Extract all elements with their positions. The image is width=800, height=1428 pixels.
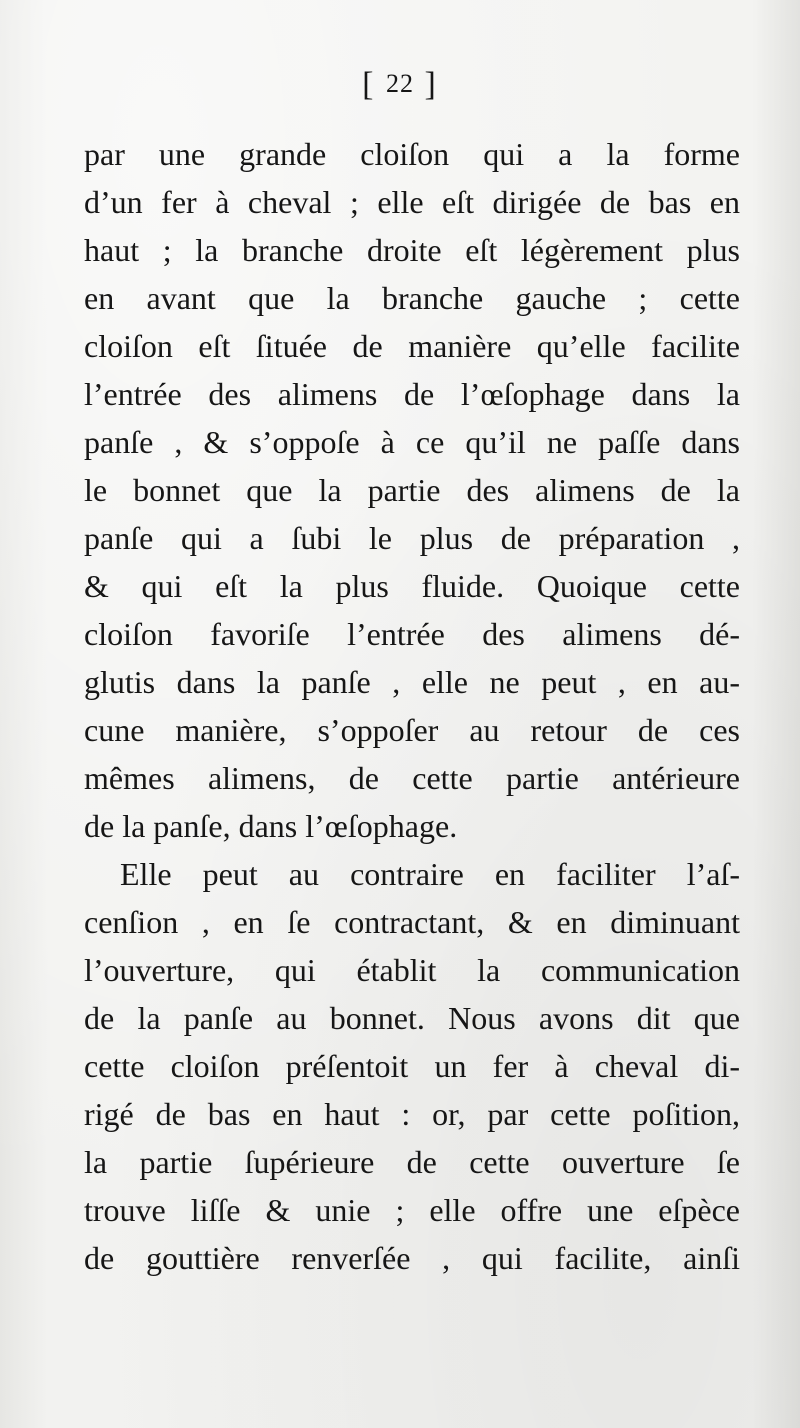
text-line: le bonnet que la partie des alimens de la: [84, 472, 740, 508]
body-text: [84, 130, 740, 1282]
text-line: cloiſon eſt ſituée de manière qu’elle facilite: [84, 328, 740, 364]
text-line: trouve liſſe & unie ; elle offre une eſpèce: [84, 1192, 740, 1228]
text-line: panſe qui a ſubi le plus de préparation ,: [84, 520, 740, 556]
text-line: de gouttière renverſée , qui facilite, ainſi: [84, 1240, 740, 1276]
text-line: de la panſe, dans l’œſophage.: [84, 808, 458, 844]
text-line: haut ; la branche droite eſt légèrement plus: [84, 232, 740, 268]
text-line: Elle peut au contraire en faciliter l’aſ-: [120, 856, 740, 892]
text-line: & qui eſt la plus fluide. Quoique cette: [84, 568, 740, 604]
text-line: panſe , & s’oppoſe à ce qu’il ne paſſe dans: [84, 424, 740, 460]
text-line: de la panſe au bonnet. Nous avons dit que: [84, 1000, 740, 1036]
text-line: l’entrée des alimens de l’œſophage dans la: [84, 376, 740, 412]
text-line: cloiſon favoriſe l’entrée des alimens dé-: [84, 616, 740, 652]
page-header: [0, 66, 800, 104]
text-line: l’ouverture, qui établit la communication: [84, 952, 740, 988]
bracket-close: ]: [424, 66, 438, 103]
text-line: rigé de bas en haut : or, par cette poſition,: [84, 1096, 740, 1132]
text-line: cette cloiſon préſentoit un fer à cheval di-: [84, 1048, 740, 1084]
page-number: 22: [386, 69, 414, 98]
text-line: cune manière, s’oppoſer au retour de ces: [84, 712, 740, 748]
text-line: la partie ſupérieure de cette ouverture ſe: [84, 1144, 740, 1180]
text-line: cenſion , en ſe contractant, & en diminuant: [84, 904, 740, 940]
bracket-open: [: [362, 66, 376, 103]
text-line: d’un fer à cheval ; elle eſt dirigée de bas en: [84, 184, 740, 220]
text-line: en avant que la branche gauche ; cette: [84, 280, 740, 316]
text-line: glutis dans la panſe , elle ne peut , en au-: [84, 664, 740, 700]
text-line: par une grande cloiſon qui a la forme: [84, 136, 740, 172]
text-line: mêmes alimens, de cette partie antérieure: [84, 760, 740, 796]
